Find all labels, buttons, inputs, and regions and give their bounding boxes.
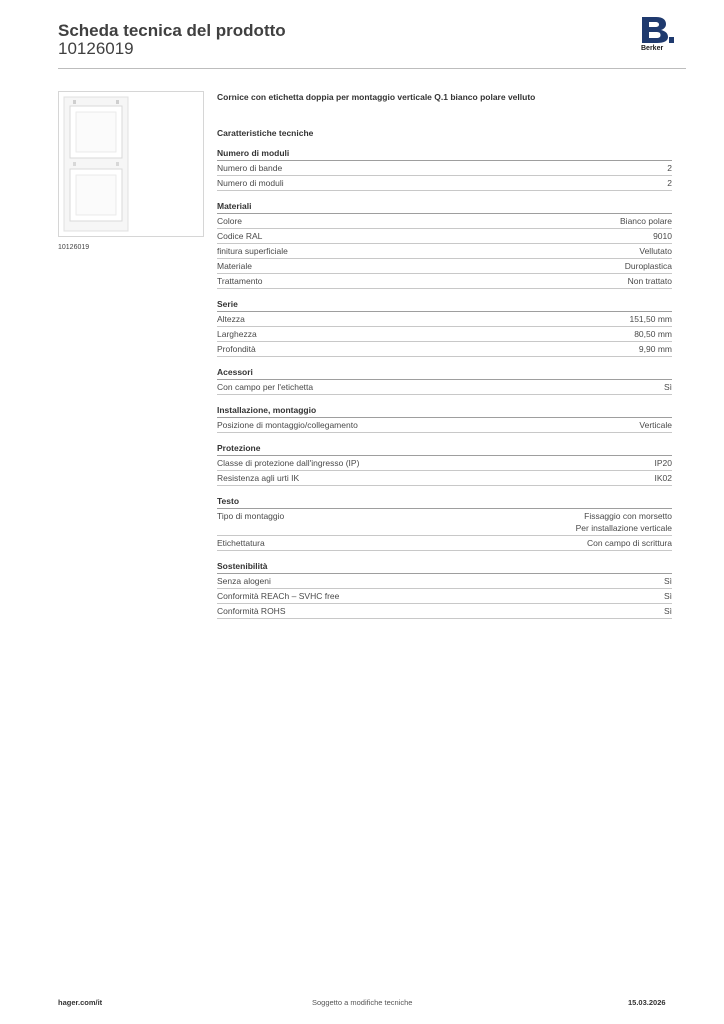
spec-label: Classe di protezione dall'ingresso (IP) bbox=[217, 458, 360, 468]
spec-content bbox=[217, 91, 672, 628]
spec-value bbox=[634, 328, 672, 340]
spec-row bbox=[217, 229, 672, 244]
spec-value bbox=[639, 419, 672, 431]
spec-row bbox=[217, 589, 672, 604]
spec-value-line: 9,90 mm bbox=[638, 344, 672, 354]
spec-label: Larghezza bbox=[217, 329, 257, 339]
spec-label: Profondità bbox=[217, 344, 256, 354]
spec-row bbox=[217, 161, 672, 176]
section-title: Sostenibilità bbox=[217, 560, 672, 574]
spec-value bbox=[639, 245, 672, 257]
product-title: Cornice con etichetta doppia per montaggio verticale Q.1 bianco polare velluto bbox=[217, 92, 536, 102]
spec-value-line: Bianco polare bbox=[620, 216, 672, 226]
spec-label: Numero di moduli bbox=[217, 178, 284, 188]
section-title: Numero di moduli bbox=[217, 147, 672, 161]
spec-label: Senza alogeni bbox=[217, 576, 271, 586]
spec-sections bbox=[217, 147, 672, 619]
spec-row bbox=[217, 456, 672, 471]
berker-logo bbox=[640, 16, 676, 52]
spec-section bbox=[217, 442, 672, 486]
section-title: Protezione bbox=[217, 442, 672, 456]
tech-heading: Caratteristiche tecniche bbox=[217, 128, 314, 138]
spec-section bbox=[217, 560, 672, 619]
section-title: Materiali bbox=[217, 200, 672, 214]
spec-row bbox=[217, 342, 672, 357]
spec-label: Resistenza agli urti IK bbox=[217, 473, 300, 483]
spec-row bbox=[217, 214, 672, 229]
spec-value-line: Duroplastica bbox=[624, 261, 672, 271]
spec-value bbox=[664, 590, 672, 602]
spec-value-line: 9010 bbox=[653, 231, 672, 241]
spec-label: Tipo di montaggio bbox=[217, 511, 285, 521]
berker-b-icon bbox=[640, 16, 674, 44]
spec-value-line: Sì bbox=[663, 576, 672, 586]
spec-label: Conformità REACh – SVHC free bbox=[217, 591, 340, 601]
spec-row bbox=[217, 536, 672, 551]
spec-value-line: Sì bbox=[663, 606, 672, 616]
spec-value bbox=[628, 275, 672, 287]
footer-date: 15.03.2026 bbox=[628, 998, 666, 1007]
spec-section bbox=[217, 366, 672, 395]
spec-value bbox=[625, 260, 672, 272]
spec-value bbox=[653, 230, 672, 242]
spec-row bbox=[217, 244, 672, 259]
spec-section bbox=[217, 404, 672, 433]
spec-value-line: Vellutato bbox=[639, 246, 672, 256]
spec-value bbox=[576, 510, 672, 534]
spec-label: Etichettatura bbox=[217, 538, 265, 548]
product-image bbox=[58, 91, 204, 237]
spec-value-line: 80,50 mm bbox=[634, 329, 672, 339]
section-title: Serie bbox=[217, 298, 672, 312]
spec-value-line: 2 bbox=[667, 178, 672, 188]
spec-row bbox=[217, 274, 672, 289]
spec-row bbox=[217, 327, 672, 342]
spec-value bbox=[655, 472, 673, 484]
spec-row bbox=[217, 574, 672, 589]
spec-value-line: Per installazione verticale bbox=[575, 523, 672, 533]
spec-value-line: 151,50 mm bbox=[629, 314, 672, 324]
spec-value bbox=[664, 381, 672, 393]
spec-row bbox=[217, 471, 672, 486]
spec-label: Codice RAL bbox=[217, 231, 263, 241]
spec-section bbox=[217, 495, 672, 551]
spec-label: Altezza bbox=[217, 314, 245, 324]
spec-value-line: Fissaggio con morsetto bbox=[584, 511, 672, 521]
page-title: Scheda tecnica del prodotto bbox=[58, 21, 286, 40]
spec-value-line: Sì bbox=[663, 591, 672, 601]
spec-label: Trattamento bbox=[217, 276, 263, 286]
spec-value bbox=[667, 177, 672, 189]
spec-value bbox=[667, 162, 672, 174]
spec-value-line: 2 bbox=[667, 163, 672, 173]
spec-label: Materiale bbox=[217, 261, 252, 271]
spec-value bbox=[664, 575, 672, 587]
image-caption: 10126019 bbox=[58, 244, 90, 251]
spec-value bbox=[664, 605, 672, 617]
section-title: Testo bbox=[217, 495, 672, 509]
spec-label: Colore bbox=[217, 216, 243, 226]
spec-value-line: Verticale bbox=[639, 420, 672, 430]
spec-row bbox=[217, 604, 672, 619]
spec-row bbox=[217, 509, 672, 536]
spec-value bbox=[620, 215, 672, 227]
spec-label: Posizione di montaggio/collegamento bbox=[217, 420, 358, 430]
spec-row bbox=[217, 176, 672, 191]
spec-value bbox=[655, 457, 673, 469]
spec-section bbox=[217, 147, 672, 191]
spec-label: Con campo per l'etichetta bbox=[217, 382, 314, 392]
spec-value-line: IK02 bbox=[654, 473, 672, 483]
product-number: 10126019 bbox=[58, 39, 134, 58]
spec-value-line: Non trattato bbox=[627, 276, 672, 286]
footer-website: hager.com/it bbox=[58, 998, 103, 1007]
frame-illustration-icon bbox=[59, 92, 203, 236]
spec-value-line: Con campo di scrittura bbox=[586, 538, 672, 548]
spec-row bbox=[217, 312, 672, 327]
spec-section bbox=[217, 200, 672, 289]
spec-value bbox=[629, 313, 672, 325]
spec-row bbox=[217, 380, 672, 395]
logo-brand-text: Berker bbox=[641, 45, 664, 52]
spec-label: Conformità ROHS bbox=[217, 606, 286, 616]
section-title: Acessori bbox=[217, 366, 672, 380]
spec-row bbox=[217, 418, 672, 433]
spec-value-line: IP20 bbox=[654, 458, 672, 468]
spec-label: Numero di bande bbox=[217, 163, 283, 173]
spec-label: finitura superficiale bbox=[217, 246, 288, 256]
spec-value bbox=[587, 537, 672, 549]
spec-section bbox=[217, 298, 672, 357]
section-title: Installazione, montaggio bbox=[217, 404, 672, 418]
spec-value bbox=[639, 343, 672, 355]
spec-value-line: Sì bbox=[663, 382, 672, 392]
spec-row bbox=[217, 259, 672, 274]
header-divider bbox=[58, 68, 686, 69]
footer-notice: Soggetto a modifiche tecniche bbox=[312, 998, 413, 1007]
